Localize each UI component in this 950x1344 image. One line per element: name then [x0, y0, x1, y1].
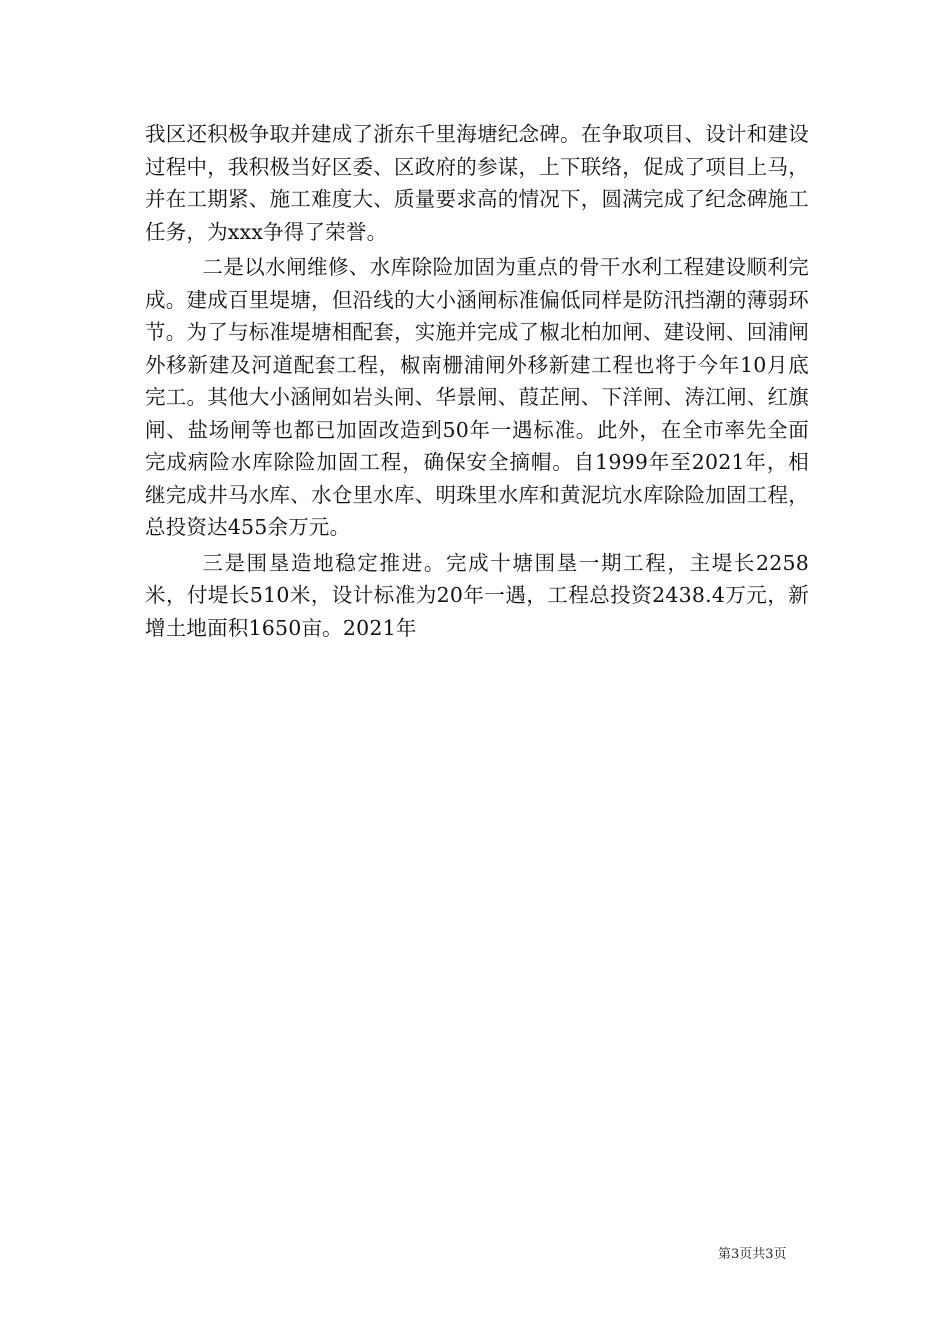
- page-number-footer: 第3页共3页: [718, 1247, 787, 1262]
- document-body: [145, 118, 809, 644]
- paragraph-continuation: 我区还积极争取并建成了浙东千里海塘纪念碑。在争取项目、设计和建设过程中，我积极当好区委、区政府的参谋，上下联络，促成了项目上马，并在工期紧、施工难度大、质量要求高的情况下，圆满完成了纪念碑施工任务，为xxx争得了荣誉。: [145, 122, 809, 244]
- paragraph-sluice-reservoir: 二是以水闸维修、水库除险加固为重点的骨干水利工程建设顺利完成。建成百里堤塘，但沿线的大小涵闸标准偏低同样是防汛挡潮的薄弱环节。为了与标准堤塘相配套，实施并完成了椒北柏加闸、建设闸、回浦闸外移新建及河道配套工程，椒南栅浦闸外移新建工程也将于今年10月底完工。其他大小涵闸如岩头闸、华景闸、葭芷闸、下洋闸、涛江闸、红旗闸、盐场闸等也都已加固改造到50年一遇标准。此外，在全市率先全面完成病险水库除险加固工程，确保安全摘帽。自1999年至2021年，相继完成井马水库、水仓里水库、明珠里水库和黄泥坑水库除险加固工程，总投资达455余万元。: [145, 255, 809, 539]
- paragraph-reclamation: 三是围垦造地稳定推进。完成十塘围垦一期工程，主堤长2258米，付堤长510米，设计标准为20年一遇，工程总投资2438.4万元，新增土地面积1650亩。2021年: [145, 550, 809, 640]
